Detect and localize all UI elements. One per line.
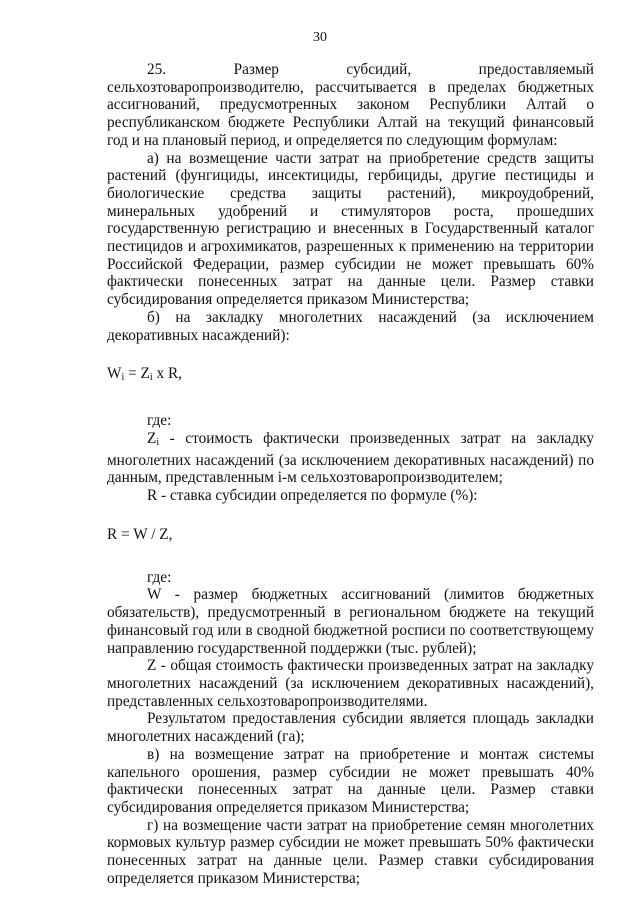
paragraph-25: 25. Размер субсидий, предоставляемый сельхозтоваропроизводителю, рассчитывается в пределах бюджетных ассигнований, предусмотренных законом Республики Алтай о республиканском бюджете Республики Алтай на текущий финансовый год и на плановый период, и определяется по следующим формулам: (107, 61, 594, 149)
definition-r: R - ставка субсидии определяется по формуле (%): (147, 487, 478, 505)
definition-zi-sub: i (156, 436, 160, 448)
definition-zi (107, 430, 594, 487)
definition-zi-text: - стоимость фактически произведенных затрат на закладку многолетних насаждений (за исключением декоративных насаждений) по данным, представленным i-м сельхозтоваропроизводителем; (107, 429, 594, 487)
formula-wi-lhs-sub: i (121, 372, 125, 384)
paragraph-b: б) на закладку многолетних насаждений (за исключением декоративных насаждений): (107, 308, 594, 344)
where-label-1: где: (147, 412, 172, 430)
where-label-2: где: (147, 568, 172, 586)
definition-z: Z - общая стоимость фактически произведенных затрат на закладку многолетних насаждений (за исключением декоративных насаждений), представленных сельхозтоваропроизводителями. (107, 657, 594, 710)
document-body (107, 61, 594, 887)
formula-wi-mid-sub: i (149, 372, 153, 384)
definition-w: W - размер бюджетных ассигнований (лимитов бюджетных обязательств), предусмотренный в региональном бюджете на текущий финансовый год или в сводной бюджетной росписи по соответствующему направлению государственной поддержки (тыс. рублей); (107, 586, 594, 657)
formula-wi-eq: = Z (124, 365, 150, 383)
formula-wi-lhs: W (107, 365, 122, 383)
paragraph-v: в) на возмещение затрат на приобретение и монтаж системы капельного орошения, размер субсидии не может превышать 40% фактически понесенных затрат на данные цели. Размер ставки субсидирования определяется приказом Министерства; (107, 745, 594, 816)
formula-wi-rhs: x R, (152, 365, 182, 383)
paragraph-a: а) на возмещение части затрат на приобретение средств защиты растений (фунгициды, инсектициды, гербициды, другие пестициды и биологические средства защиты растений), микроудобрений, минеральных удобрений и стимуляторов роста, прошедших государственную регистрацию и внесенных в Государственный каталог пестицидов и агрохимикатов, разрешенных к применению на территории Российской Федерации, размер субсидии не может превышать 60% фактически понесенных затрат на данные цели. Размер ставки субсидирования определяется приказом Министерства; (107, 149, 594, 309)
formula-wi (107, 364, 594, 388)
formula-r: R = W / Z, (107, 525, 173, 543)
definition-zi-symbol: Z (147, 429, 157, 447)
result-statement: Результатом предоставления субсидии является площадь закладки многолетних насаждений (га); (107, 710, 594, 746)
page-number: 30 (313, 30, 327, 45)
paragraph-g: г) на возмещение части затрат на приобретение семян многолетних кормовых культур размер субсидии не может превышать 50% фактически понесенных затрат на данные цели. Размер ставки субсидирования определяется приказом Министерства; (107, 816, 594, 887)
